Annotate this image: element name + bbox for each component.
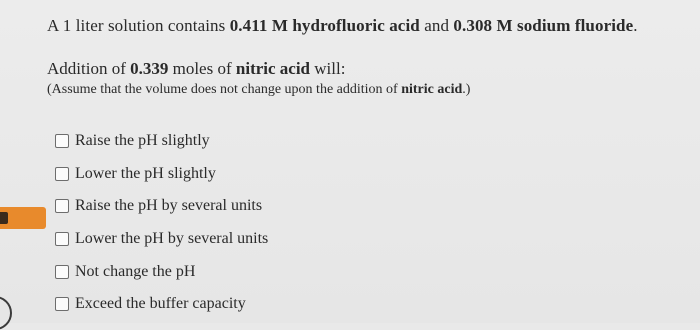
question-text-part: A 1 liter solution contains [47,16,230,35]
prompt-text-part: Addition of [47,59,131,78]
nitric-acid-name: nitric acid [235,59,311,78]
checkbox[interactable] [55,297,69,311]
option-raise-ph-slightly[interactable] [55,125,268,158]
option-exceed-buffer-capacity[interactable] [55,288,268,321]
checkbox[interactable] [55,167,69,181]
note-text-part: .) [462,82,471,97]
assumption-note [47,82,470,98]
note-nitric-acid: nitric acid [401,82,463,97]
checkbox[interactable] [55,265,69,279]
nitric-acid-moles: 0.339 [130,59,169,78]
sodium-fluoride-concentration: 0.308 M sodium fluoride [453,16,634,35]
note-text-part: (Assume that the volume does not change upon the addition of [47,82,402,97]
option-label: Lower the pH by several units [75,230,269,248]
option-lower-ph-several-units[interactable] [55,223,268,256]
question-text-part: . [633,16,638,35]
prompt-text-part: moles of [168,59,236,78]
option-raise-ph-several-units[interactable] [55,190,268,223]
option-not-change-ph[interactable] [55,255,268,288]
prompt-text [47,59,345,79]
option-label: Lower the pH slightly [75,164,216,182]
checkbox[interactable] [55,134,69,148]
side-tab[interactable] [0,207,46,229]
checkbox[interactable] [55,232,69,246]
option-label: Not change the pH [75,262,196,280]
checkbox[interactable] [55,199,69,213]
question-text [47,16,638,36]
prompt-text-part: will: [310,59,346,78]
hydrofluoric-acid-concentration: 0.411 M hydrofluoric acid [229,16,420,35]
option-label: Raise the pH by several units [75,197,263,215]
answer-options [55,125,268,321]
option-label: Exceed the buffer capacity [75,295,246,313]
tab-marker-icon [0,212,8,224]
option-label: Raise the pH slightly [75,132,210,150]
circle-button-icon[interactable] [0,296,12,330]
option-lower-ph-slightly[interactable] [55,158,268,191]
question-text-part: and [419,16,454,35]
